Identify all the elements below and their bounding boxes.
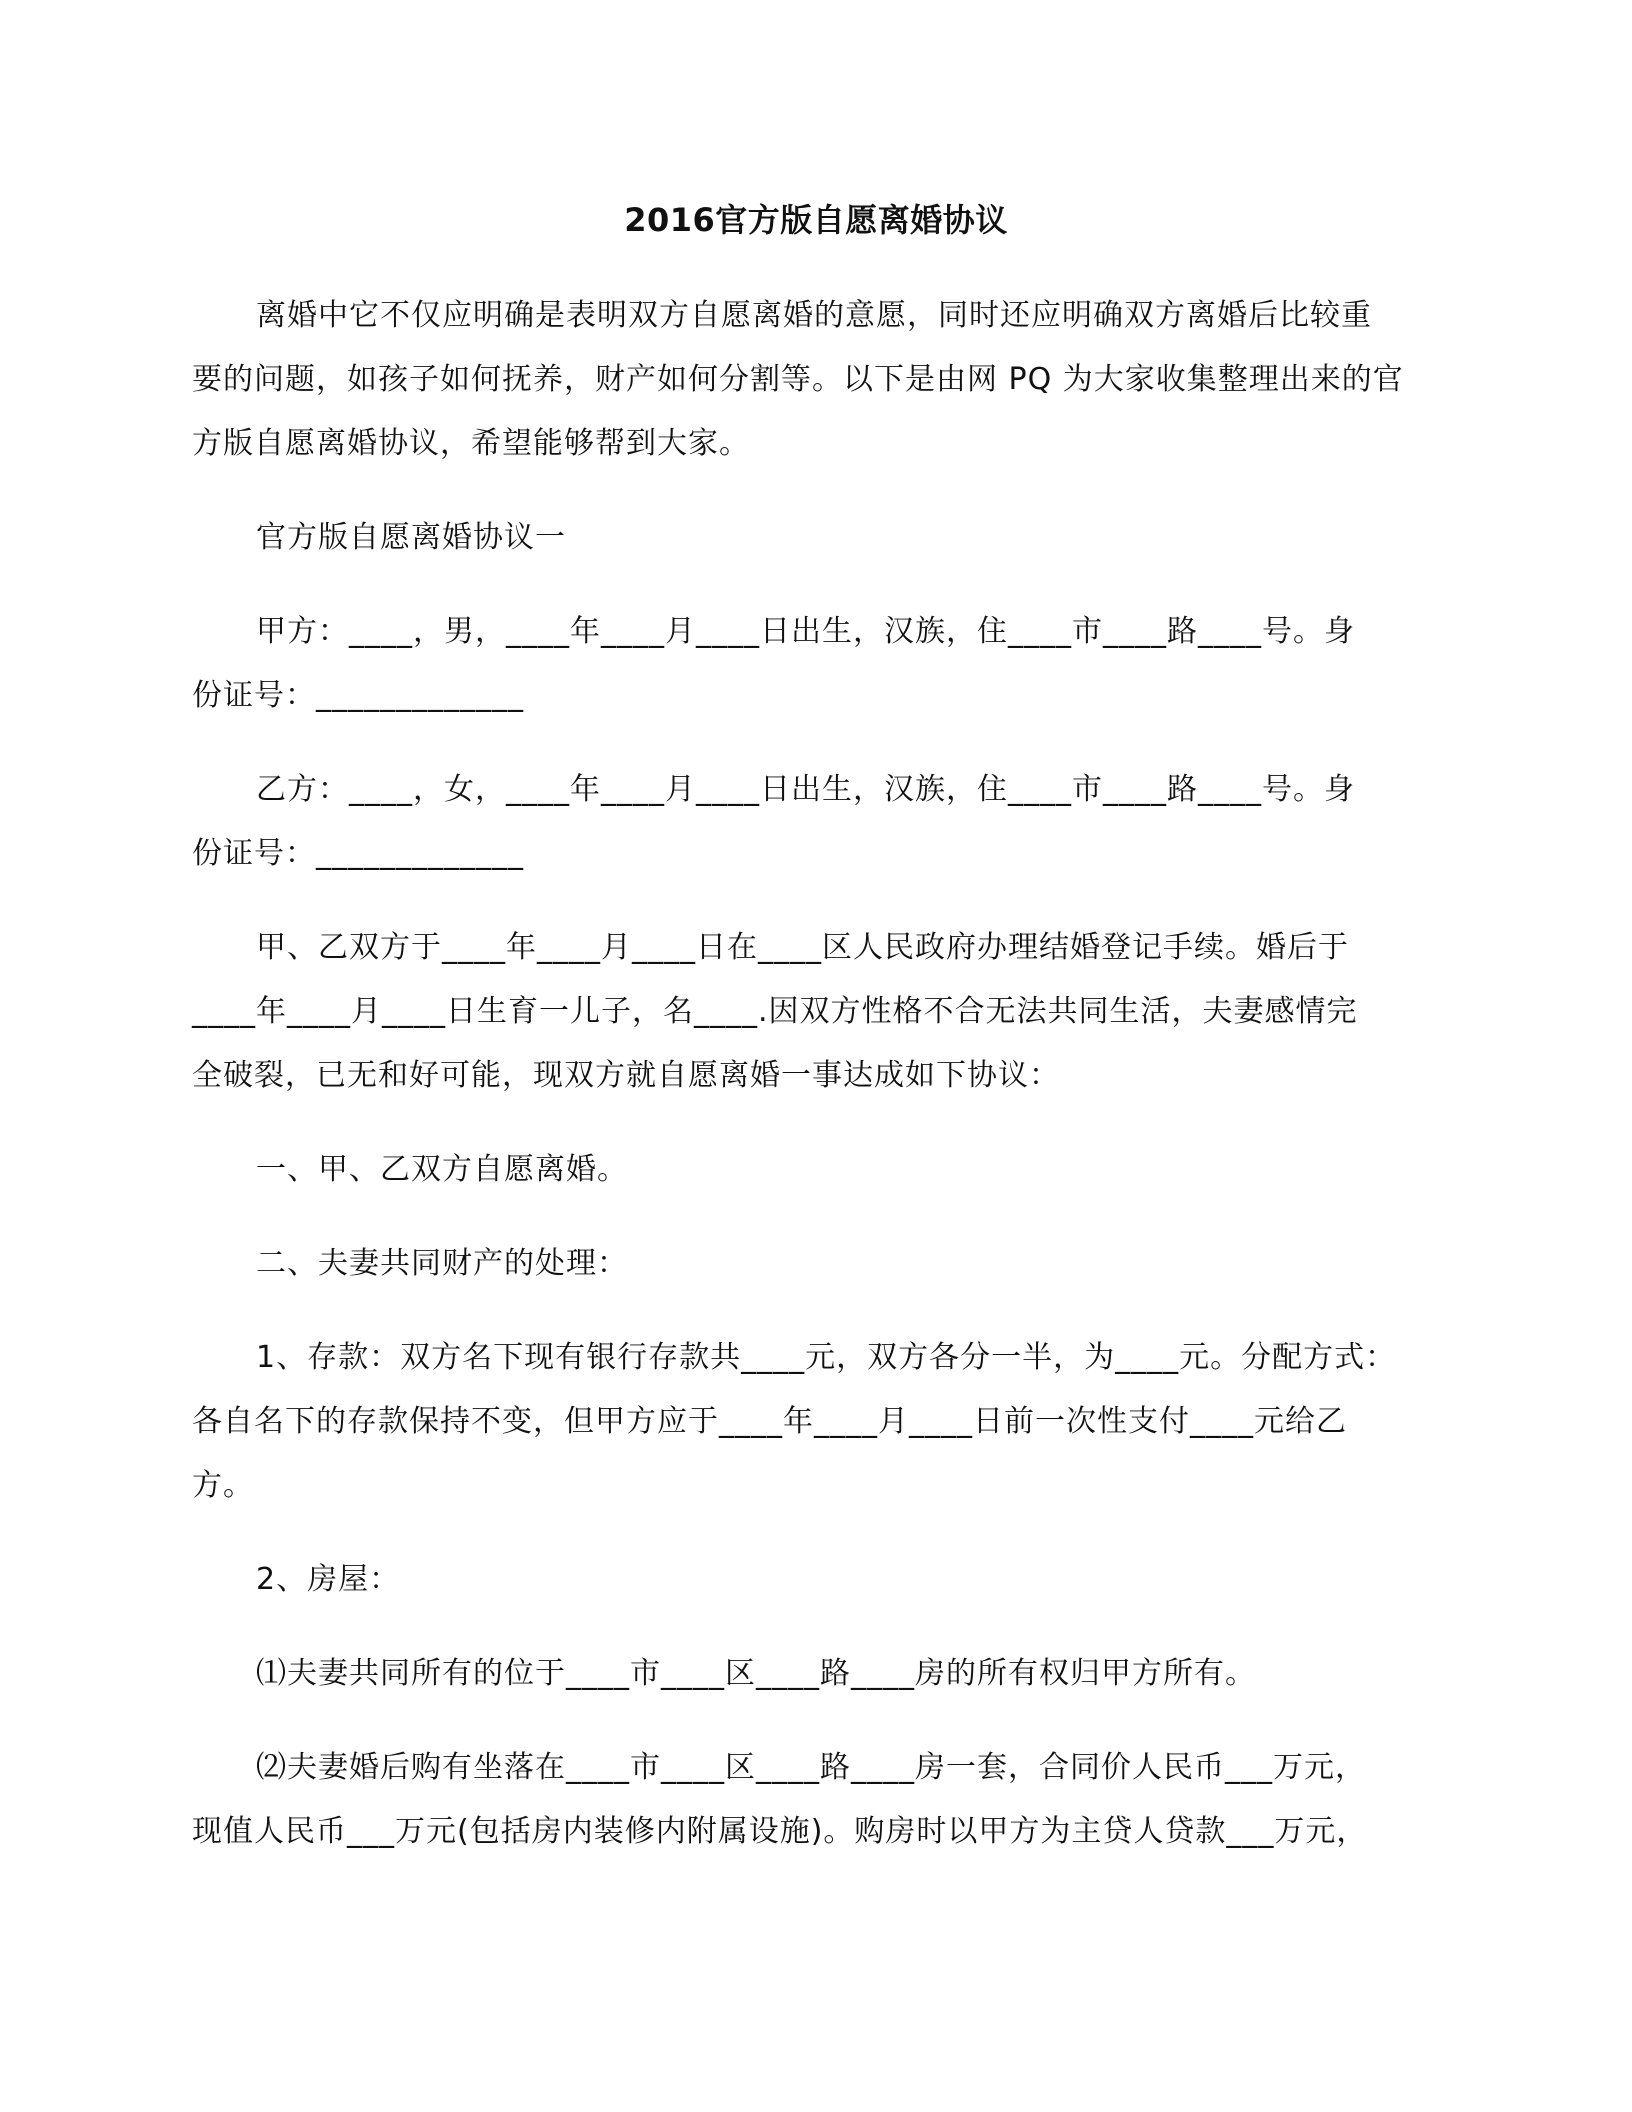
paragraph-line: 2、房屋： — [256, 1562, 401, 1597]
paragraph-line: 全破裂，已无和好可能，现双方就自愿离婚一事达成如下协议： — [192, 1058, 1060, 1093]
paragraph-line: 甲方：____，男，____年____月____日出生，汉族，住____市____路____号。身 — [256, 614, 1355, 649]
paragraph-line: 现值人民币___万元(包括房内装修内附属设施)。购房时以甲方为主贷人贷款___万元， — [192, 1814, 1368, 1849]
paragraph-line: 乙方：____，女，____年____月____日出生，汉族，住____市____路____号。身 — [256, 772, 1355, 807]
paragraph-line: 离婚中它不仅应明确是表明双方自愿离婚的意愿，同时还应明确双方离婚后比较重 — [256, 298, 1372, 333]
intro-paragraph — [192, 284, 1442, 476]
paragraph-line: 一、甲、乙双方自愿离婚。 — [256, 1152, 628, 1187]
paragraph-line: 二、夫妻共同财产的处理： — [256, 1246, 628, 1281]
deposit-paragraph — [192, 1326, 1442, 1518]
paragraph-line: 方。 — [192, 1468, 254, 1503]
paragraph-line: ⑴夫妻共同所有的位于____市____区____路____房的所有权归甲方所有。 — [256, 1656, 1256, 1691]
paragraph-line: ____年____月____日生育一儿子，名____.因双方性格不合无法共同生活，夫妻感情完 — [192, 994, 1358, 1029]
paragraph-line: 各自名下的存款保持不变，但甲方应于____年____月____日前一次性支付____元给乙 — [192, 1404, 1347, 1439]
paragraph-line: 1、存款：双方名下现有银行存款共____元，双方各分一半，为____元。分配方式： — [256, 1340, 1397, 1375]
paragraph-line: 份证号：_____________ — [192, 678, 524, 713]
housing-item-2 — [192, 1736, 1442, 1864]
document-title: 2016官方版自愿离婚协议 — [624, 201, 1008, 239]
party-b-paragraph — [192, 758, 1442, 886]
party-a-paragraph — [192, 600, 1442, 728]
paragraph-line: ⑵夫妻婚后购有坐落在____市____区____路____房一套，合同价人民币___万元， — [256, 1750, 1366, 1785]
paragraph-line: 甲、乙双方于____年____月____日在____区人民政府办理结婚登记手续。婚后于 — [256, 930, 1349, 965]
paragraph-line: 方版自愿离婚协议，希望能够帮到大家。 — [192, 426, 750, 461]
paragraph-line: 官方版自愿离婚协议一 — [256, 520, 566, 555]
marriage-paragraph — [192, 916, 1442, 1108]
paragraph-line: 要的问题，如孩子如何抚养，财产如何分割等。以下是由网 PQ 为大家收集整理出来的官 — [192, 362, 1404, 397]
clause-one — [192, 1138, 1442, 1202]
housing-heading — [192, 1548, 1442, 1612]
section-heading — [192, 506, 1442, 570]
housing-item-1 — [192, 1642, 1442, 1706]
paragraph-line: 份证号：_____________ — [192, 836, 524, 871]
clause-two — [192, 1232, 1442, 1296]
